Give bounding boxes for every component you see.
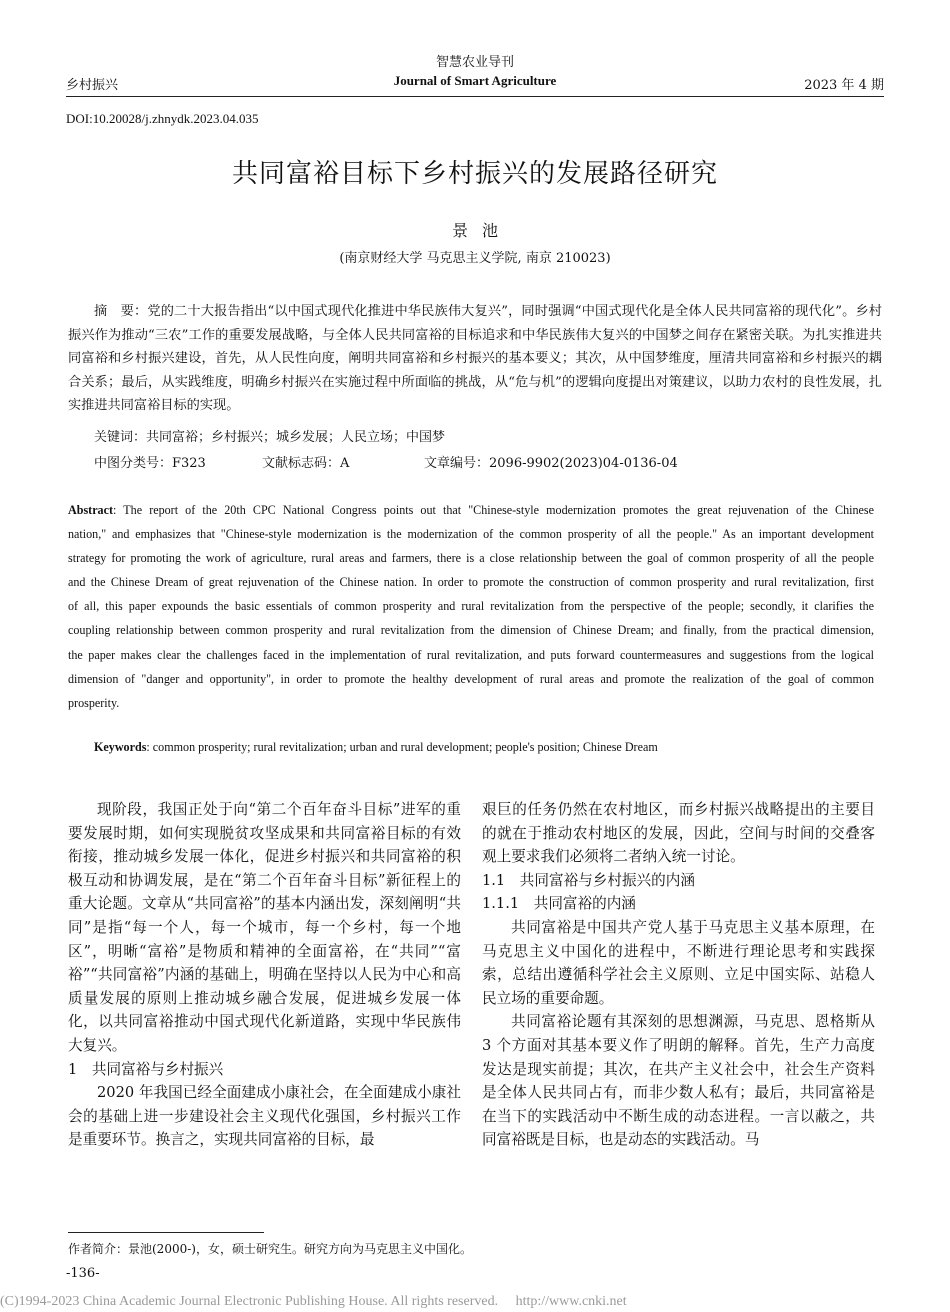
body-paragraph-continued: 艰巨的任务仍然在农村地区，而乡村振兴战略提出的主要目的就在于推动农村地区的发展，因此，空间与时间的交叠客观上要求我们必须将二者纳入统一讨论。: [482, 801, 875, 866]
clc-number: 中图分类号：F323: [94, 456, 206, 471]
body-column-left: [68, 798, 461, 1152]
running-head-section: 乡村振兴: [66, 78, 119, 93]
page-number: -136-: [66, 1266, 100, 1281]
keywords-cn: 关键词：共同富裕；乡村振兴；城乡发展；人民立场；中国梦: [94, 430, 446, 445]
body-column-right: [482, 798, 875, 1152]
article-number: 文章编号：2096-9902(2023)04-0136-04: [424, 456, 678, 471]
copyright-text: (C)1994-2023 China Academic Journal Electronic Publishing House. All rights reserved. http://www.cnki.net: [0, 1294, 627, 1309]
abstract-cn: [68, 300, 882, 418]
keywords-en: [94, 740, 658, 755]
document-code: 文献标志码：A: [262, 456, 350, 471]
issue-label: 2023 年 4 期: [804, 78, 884, 93]
journal-name-cn: 智慧农业导刊: [435, 55, 514, 70]
abstract-cn-text: 党的二十大报告指出“以中国式现代化推进中华民族伟大复兴”，同时强调“中国式现代化是全体人民共同富裕的现代化”。乡村振兴作为推动“三农”工作的重要发展战略，与全体人民共同富裕的目标追求和中华民族伟大复兴的中国梦之间存在紧密关联。为扎实推进共同富裕和乡村振兴建设，首先，从人民性向度，阐明共同富裕和乡村振兴的基本要义；其次，从中国梦维度，厘清共同富裕和乡村振兴的耦合关系；最后，从实践维度，明确乡村振兴在实施过程中所面临的挑战，从“危与机”的逻辑向度提出对策建议，以助力农村的良性发展，扎实推进共同富裕目标的实现。: [68, 304, 882, 414]
abstract-en: [68, 498, 874, 715]
body-paragraph: 现阶段，我国正处于向“第二个百年奋斗目标”进军的重要发展时期，如何实现脱贫攻坚成果和共同富裕目标的有效衔接，推动城乡发展一体化，促进乡村振兴和共同富裕的积极互动和协调发展，是在“第二个百年奋斗目标”新征程上的重大论题。文章从“共同富裕”的基本内涵出发，深刻阐明“共同”是指“每一个人，每一个城市，每一个乡村，每一个地区”，明晰“富裕”是物质和精神的全面富裕，在“共同”“富裕”“共同富裕”内涵的基础上，明确在坚持以人民为中心和高质量发展的原则上推动城乡融合发展，促进城乡发展一体化，以共同富裕推动中国式现代化新道路，实现中华民族伟大复兴。: [68, 801, 461, 1054]
author-affiliation: (南京财经大学 马克思主义学院, 南京 210023): [339, 251, 611, 266]
section-heading-1: 1 共同富裕与乡村振兴: [68, 1060, 224, 1078]
keywords-en-label: Keywords: [94, 740, 147, 754]
abstract-en-text: : The report of the 20th CPC National Congress points out that "Chinese-style modernization promotes the great rejuvenation of the Chinese nation," and emphasizes that "Chinese-style modernization is the modernization of the common prosperity of all the people." As an important development strategy for promoting the work of agriculture, rural areas and farmers, there is a close relationship between the goal of common prosperity of all the people and the Chinese Dream of great rejuvenation of the Chinese nation. In order to promote the construction of common prosperity and rural revitalization, first of all, this paper expounds the basic essentials of common prosperity and rural revitalization from the perspective of the people; secondly, it clarifies the coupling relationship between common prosperity and rural revitalization from the dimension of Chinese Dream; and finally, from the practical dimension, the paper makes clear the challenges faced in the implementation of rural revitalization, and puts forward countermeasures and suggestions from the logical dimension of "danger and opportunity", in order to promote the healthy development of rural areas and promote the realization of the goal of common prosperity.: [68, 503, 874, 710]
body-paragraph: 共同富裕是中国共产党人基于马克思主义基本原理，在马克思主义中国化的进程中，不断进行理论思考和实践探索，总结出遵循科学社会主义原则、立足中国实际、站稳人民立场的重要命题。: [482, 918, 875, 1007]
body-paragraph: 共同富裕论题有其深刻的思想渊源，马克思、恩格斯从 3 个方面对其基本要义作了明朗的解释。首先，生产力高度发达是现实前提；其次，在共产主义社会中，社会生产资料是全体人民共同占有，而非少数人私有；最后，共同富裕是在当下的实践活动中不断生成的动态进程。一言以蔽之，共同富裕既是目标，也是动态的实践活动。马: [482, 1013, 875, 1149]
abstract-cn-label: 摘 要：: [94, 304, 148, 319]
journal-name-en: Journal of Smart Agriculture: [393, 73, 557, 88]
paper-title: 共同富裕目标下乡村振兴的发展路径研究: [231, 159, 718, 189]
section-heading-1-1-1: 1.1.1 共同富裕的内涵: [482, 895, 636, 913]
header-rule: [66, 96, 884, 97]
section-heading-1-1: 1.1 共同富裕与乡村振兴的内涵: [482, 871, 695, 889]
abstract-en-label: Abstract: [68, 503, 114, 517]
author-name: 景池: [451, 221, 512, 240]
author-footnote: 作者简介：景池(2000-)，女，硕士研究生。研究方向为马克思主义中国化。: [68, 1242, 472, 1256]
footnote-rule: [68, 1232, 264, 1233]
keywords-en-text: : common prosperity; rural revitalization; urban and rural development; people's position; Chinese Dream: [146, 740, 658, 754]
body-paragraph: 2020 年我国已经全面建成小康社会，在全面建成小康社会的基础上进一步建设社会主义现代化强国，乡村振兴工作是重要环节。换言之，实现共同富裕的目标，最: [68, 1084, 461, 1149]
doi: DOI:10.20028/j.zhnydk.2023.04.035: [66, 111, 259, 126]
